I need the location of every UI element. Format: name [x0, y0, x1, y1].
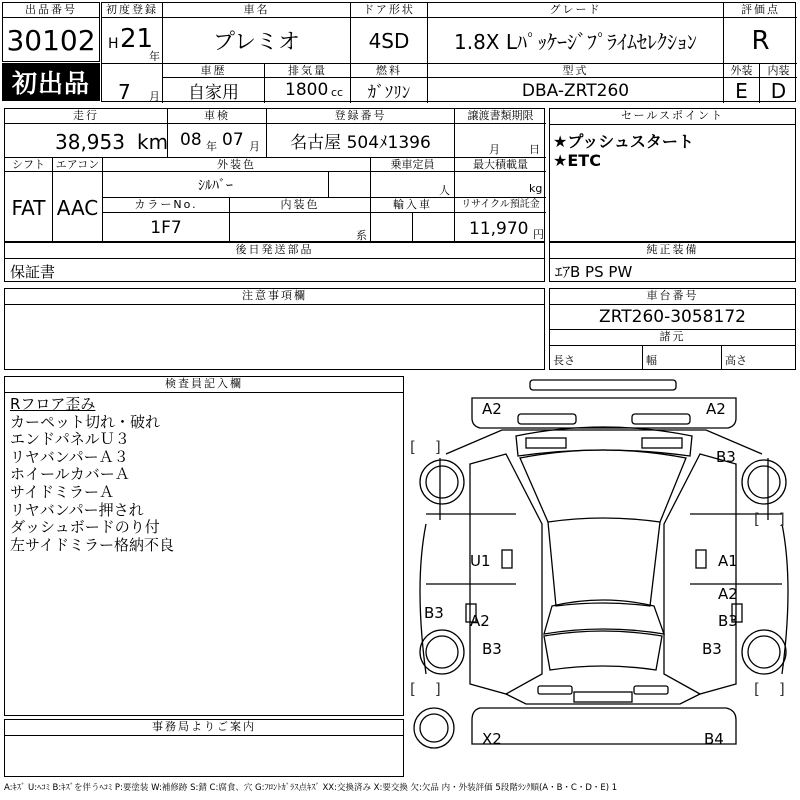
inspector-notes — [10, 396, 174, 554]
genuine-equipment-label: 純正装備 — [550, 243, 795, 259]
later-parts-box — [4, 242, 545, 282]
mark-rear-right: B4 — [704, 730, 724, 748]
mileage-unit: km — [137, 130, 169, 154]
recycle-value: 11,970 — [469, 219, 529, 239]
recycle-unit: 円 — [533, 228, 544, 241]
import-box-a — [371, 213, 413, 243]
mark-right-mid: A1 — [718, 552, 738, 570]
door-label: ドア形状 — [351, 3, 428, 18]
inspector-line: Rフロア歪み — [10, 395, 96, 413]
color-label: 外装色 — [103, 157, 371, 172]
genuine-equipment-box — [549, 242, 796, 282]
mark-left-mid: U1 — [470, 552, 491, 570]
listing-no-label: 出品番号 — [3, 3, 99, 18]
capacity-box — [371, 172, 455, 197]
first-reg-label: 初度登録 — [102, 3, 163, 18]
max-load-box — [455, 172, 546, 197]
car-outline — [406, 374, 800, 778]
height-label: 高さ — [725, 354, 747, 367]
grade-label: グレード — [428, 3, 724, 18]
color-no-label: カラーNo. — [103, 197, 230, 213]
car-name: プレミオ — [163, 18, 351, 63]
import-box-b — [413, 213, 455, 243]
shift-label: シフト — [5, 157, 53, 172]
max-load-label: 最大積載量 — [455, 157, 546, 172]
dimensions-label: 諸元 — [550, 330, 795, 346]
inspection-month-unit: 月 — [249, 140, 260, 153]
history-value: 自家用 — [163, 78, 265, 103]
import-label: 輸入車 — [371, 197, 455, 213]
inspector-line: リヤバンパーＡ３ — [10, 447, 129, 466]
fuel-label: 燃料 — [351, 63, 428, 78]
length-label: 長さ — [550, 346, 643, 369]
vehicle-info-table — [4, 108, 545, 242]
year-unit: 年 — [149, 50, 160, 63]
chassis-value: ZRT260-3058172 — [550, 305, 795, 330]
inspector-line: 左サイドミラー格納不良 — [10, 535, 174, 554]
model-label: 型式 — [428, 63, 724, 78]
mark-right-front-fender: B3 — [716, 448, 736, 466]
int-color-unit: 系 — [356, 229, 367, 242]
inspector-line: ホイールカバーＡ — [10, 465, 130, 484]
displacement-value: 1800 — [285, 80, 329, 100]
mark-rear-left: X2 — [482, 730, 502, 748]
score-value: R — [751, 25, 770, 56]
month-unit: 月 — [149, 90, 160, 103]
sales-points-box — [549, 108, 796, 242]
bracket-right-1: [ ] — [754, 510, 785, 528]
car-name-label: 車名 — [163, 3, 351, 18]
recycle-label: リサイクル預託金 — [455, 197, 546, 213]
color-blank — [329, 172, 371, 197]
reg-no-value: 名古屋 504ﾒ1396 — [267, 124, 455, 157]
score-label: 評価点 — [724, 3, 797, 18]
inspection-label: 車検 — [168, 109, 267, 124]
exterior-value: E — [724, 78, 760, 103]
first-reg-year: 21 — [120, 24, 154, 54]
office-notice-label: 事務局よりご案内 — [5, 720, 403, 736]
grade-value: 1.8X Lﾊﾟｯｹｰｼﾞﾌﾟﾗｲﾑｾﾚｸｼｮﾝ — [428, 18, 724, 63]
int-color-label: 内装色 — [230, 197, 371, 213]
first-reg-month: 7 — [118, 80, 131, 104]
color-value: ｼﾙﾊﾞｰ — [103, 172, 329, 197]
mark-left-rear-door: A2 — [470, 612, 490, 630]
first-listing-badge: 初出品 — [2, 63, 100, 101]
mark-right-quarter: B3 — [718, 612, 738, 630]
later-parts-value: 保証書 — [10, 263, 56, 281]
mileage-label: 走行 — [5, 109, 168, 124]
displacement-unit: cc — [331, 86, 344, 99]
genuine-equipment-value: ｴｱB PS PW — [555, 263, 633, 281]
recycle-box — [455, 213, 546, 243]
sales-point-2: ★ETC — [553, 151, 601, 170]
transfer-month-unit: 月 — [489, 143, 500, 156]
chassis-box — [549, 288, 796, 370]
reg-no-label: 登録番号 — [267, 109, 455, 124]
first-reg-value — [102, 18, 163, 63]
notes-label: 注意事項欄 — [5, 289, 544, 305]
mark-left-rear-quarter: B3 — [482, 640, 502, 658]
width-label: 幅 — [643, 346, 722, 369]
inspector-label: 検査員記入欄 — [5, 377, 403, 393]
inspection-year: 08 — [180, 130, 202, 150]
office-notice-box — [4, 719, 404, 777]
interior-label: 内装 — [760, 63, 797, 78]
first-reg-month-box — [102, 63, 163, 103]
transfer-day-unit: 日 — [529, 143, 540, 156]
header-table — [101, 2, 796, 102]
inspector-line: サイドミラーＡ — [10, 482, 114, 501]
inspection-box — [168, 124, 267, 157]
ac-value: AAC — [53, 172, 103, 243]
inspector-line: カーペット切れ・破れ — [10, 412, 161, 431]
chassis-label: 車台番号 — [550, 289, 795, 305]
mark-front-left: A2 — [482, 400, 502, 418]
first-reg-era: H — [108, 36, 119, 52]
inspector-line: エンドパネルＵ３ — [10, 430, 130, 449]
sales-points-label: セールスポイント — [550, 109, 795, 125]
interior-value: D — [770, 78, 787, 103]
listing-no-box — [2, 2, 100, 62]
listing-no: 30102 — [6, 23, 96, 57]
mark-right-rear-quarter: B3 — [702, 640, 722, 658]
displacement-value-box — [265, 78, 351, 103]
sales-point-1: ★プッシュスタート — [553, 132, 694, 151]
fuel-value: ｶﾞｿﾘﾝ — [351, 78, 428, 103]
door-value: 4SD — [351, 18, 428, 63]
notes-box — [4, 288, 545, 370]
capacity-label: 乗車定員 — [371, 157, 455, 172]
inspection-month: 07 — [222, 130, 244, 150]
mark-front-right: A2 — [706, 400, 726, 418]
inspector-line: リヤバンパー押され — [10, 500, 144, 519]
mileage-value: 38,953 — [55, 130, 125, 154]
inspection-year-unit: 年 — [206, 140, 217, 153]
shift-value: FAT — [5, 172, 53, 243]
displacement-label: 排気量 — [265, 63, 351, 78]
mileage-box — [5, 124, 168, 157]
mark-left-rear-wheel: B3 — [424, 604, 444, 622]
color-no-value: 1F7 — [103, 213, 230, 243]
exterior-label: 外装 — [724, 63, 760, 78]
bracket-right-2: [ ] — [754, 680, 785, 698]
transfer-box — [455, 124, 546, 157]
car-diagram — [406, 374, 800, 778]
mark-right-rear-door: A2 — [718, 585, 738, 603]
legend-text: A:ｷｽﾞ U:ﾍｺﾐ B:ｷｽﾞを伴うﾍｺﾐ P:要塗装 W:補修跡 S:錆 C:腐食、穴 G:ﾌﾛﾝﾄｶﾞﾗｽ点ｷｽﾞ XX:交換済み X:要交換 欠:欠品 内・外装評価 5段階ﾗﾝｸ順(A・B・C・D・E) 1 — [4, 783, 618, 793]
inspector-line: ダッシュボードのり付 — [10, 518, 160, 537]
int-color-box — [230, 213, 371, 243]
history-label: 車歴 — [163, 63, 265, 78]
bracket-left-2: [ ] — [410, 680, 441, 698]
ac-label: エアコン — [53, 157, 103, 172]
transfer-label: 譲渡書類期限 — [455, 109, 546, 124]
max-load-unit: kg — [529, 182, 543, 195]
capacity-unit: 人 — [439, 184, 450, 197]
later-parts-label: 後日発送部品 — [5, 243, 544, 259]
model-value: DBA-ZRT260 — [428, 78, 724, 103]
bracket-left-1: [ ] — [410, 438, 441, 456]
inspector-box — [4, 376, 404, 716]
